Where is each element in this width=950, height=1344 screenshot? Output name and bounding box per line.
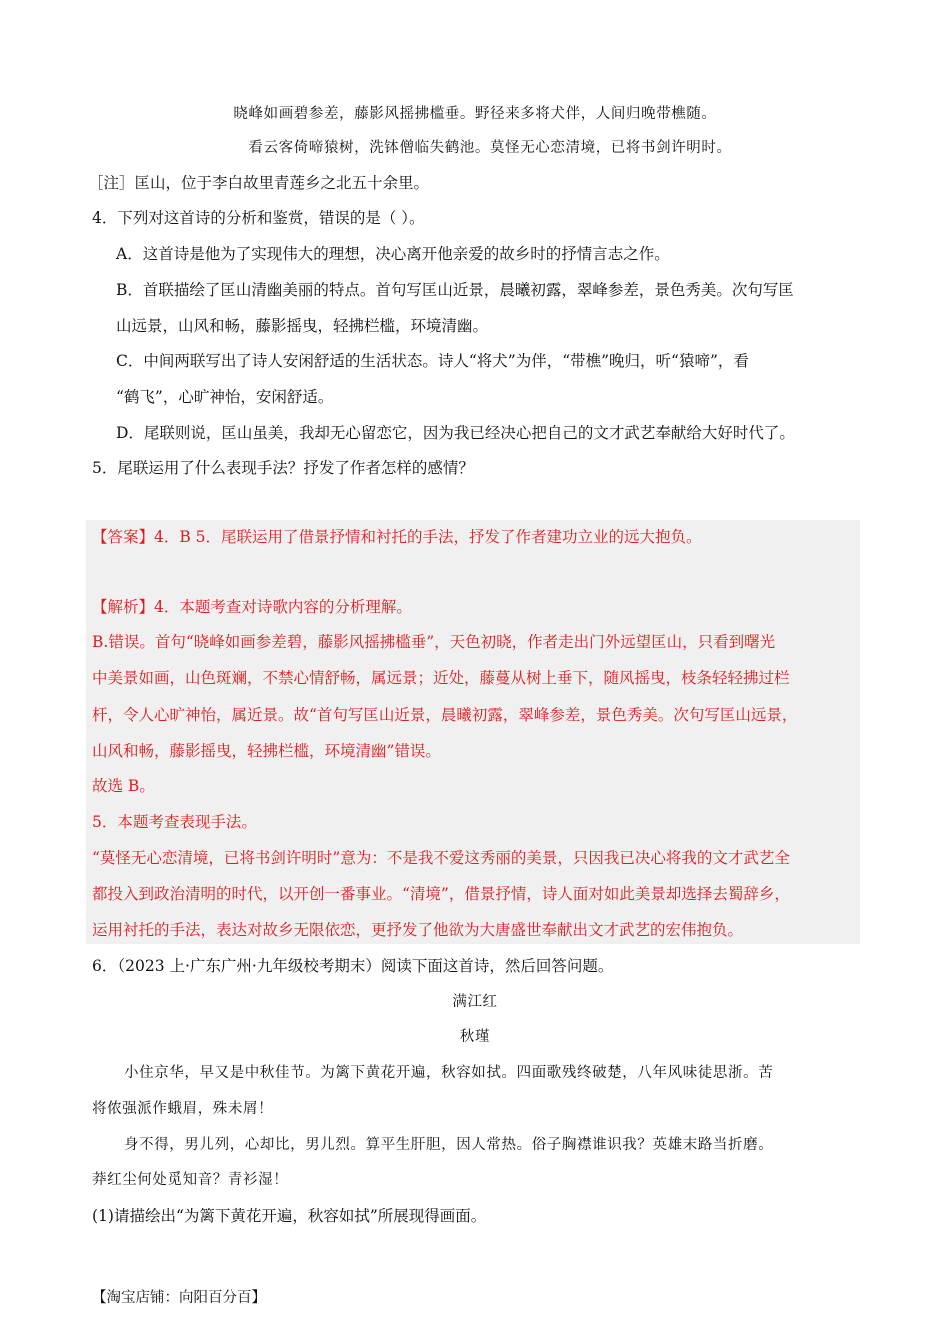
poem-paragraph-1: 小住京华，早又是中秋佳节。为篱下黄花开遍，秋容如拭。四面歌残终破楚，八年风味徒思浙。苦 — [124, 1065, 774, 1081]
question-4-option-a: A．这首诗是他为了实现伟大的理想，决心离开他亲爱的故乡时的抒情言志之作。 — [116, 245, 670, 263]
poem-paragraph-2: 身不得，男儿列，心却比，男儿烈。算平生肝胆，因人常热。俗子胸襟谁识我？英雄末路当折磨。 — [124, 1137, 774, 1153]
question-4-option-c-cont: “鹤飞”，心旷神怡，安闲舒适。 — [116, 388, 334, 406]
analysis-heading: 【解析】4．本题考查对诗歌内容的分析理解。 — [92, 598, 412, 616]
footer-shop-label: 【淘宝店铺：向阳百分百】 — [92, 1290, 266, 1306]
poem-note: ［注］匡山，位于李白故里青莲乡之北五十余里。 — [88, 174, 430, 192]
poem-paragraph-2-cont: 莽红尘何处觅知音？青衫湿！ — [92, 1172, 289, 1188]
analysis-line: 运用衬托的手法，表达对故乡无限依恋，更抒发了他欲为大唐盛世奉献出文才武艺的宏伟抱负。 — [92, 921, 744, 939]
analysis-line: 杆，令人心旷神怡，属近景。故“首句写匡山近景，晨曦初露，翠峰参差，景色秀美。次句写匡山远景， — [92, 706, 798, 724]
analysis-line: 中美景如画，山色斑斓，不禁心情舒畅，属远景；近处，藤蔓从树上垂下，随风摇曳，枝条轻轻拂过栏 — [92, 669, 790, 687]
poem-paragraph-1-cont: 将侬强派作蛾眉，殊未屑！ — [92, 1101, 274, 1117]
analysis-line: B.错误。首句“晓峰如画参差碧，藤影风摇拂槛垂”，天色初晓，作者走出门外远望匡山，只看到曙光 — [92, 633, 776, 651]
question-5-stem: 5．尾联运用了什么表现手法？抒发了作者怎样的感情？ — [92, 459, 474, 477]
question-4-option-b-cont: 山远景，山风和畅，藤影摇曳，轻拂栏槛，环境清幽。 — [116, 317, 489, 335]
analysis-line: 5．本题考查表现手法。 — [92, 813, 257, 831]
analysis-line: “莫怪无心恋清境，已将书剑许明时”意为：不是我不爱这秀丽的美景，只因我已决心将我的文才武艺全 — [92, 849, 790, 867]
answer-panel — [86, 520, 860, 944]
analysis-line: 山风和畅，藤影摇曳，轻拂栏槛，环境清幽”错误。 — [92, 742, 441, 760]
question-6-sub-1: (1)请描绘出“为篱下黄花开遍，秋容如拭”所展现得画面。 — [92, 1207, 487, 1225]
poem-title: 满江红 — [452, 994, 498, 1010]
analysis-line: 都投入到政治清明的时代，以开创一番事业。“清境”，借景抒情，诗人面对如此美景却选择去蜀辞乡， — [92, 885, 790, 903]
question-4-option-d: D．尾联则说，匡山虽美，我却无心留恋它，因为我已经决心把自己的文才武艺奉献给大好时代了。 — [116, 424, 795, 442]
poem-line-4: 看云客倚啼猿树，洗钵僧临失鹤池。莫怪无心恋清境，已将书剑许明时。 — [248, 140, 732, 156]
question-6-stem: 6．（2023 上·广东广州·九年级校考期末）阅读下面这首诗，然后回答问题。 — [92, 957, 614, 975]
question-4-option-c: C．中间两联写出了诗人安闲舒适的生活状态。诗人“将犬”为伴，“带樵”晚归，听“猿啼”，看 — [116, 352, 749, 370]
answer-line: 【答案】4．B 5．尾联运用了借景抒情和衬托的手法，抒发了作者建功立业的远大抱负。 — [92, 528, 702, 546]
poem-author: 秋瑾 — [459, 1029, 491, 1045]
poem-line-3: 晓峰如画碧参差，藤影风摇拂槛垂。野径来多将犬伴，人间归晚带樵随。 — [233, 106, 717, 122]
question-4-stem: 4．下列对这首诗的分析和鉴赏，错误的是（ ）。 — [92, 209, 425, 227]
question-4-option-b: B．首联描绘了匡山清幽美丽的特点。首句写匡山近景，晨曦初露，翠峰参差，景色秀美。次句写匡 — [116, 281, 794, 299]
analysis-line: 故选 B。 — [92, 777, 155, 795]
